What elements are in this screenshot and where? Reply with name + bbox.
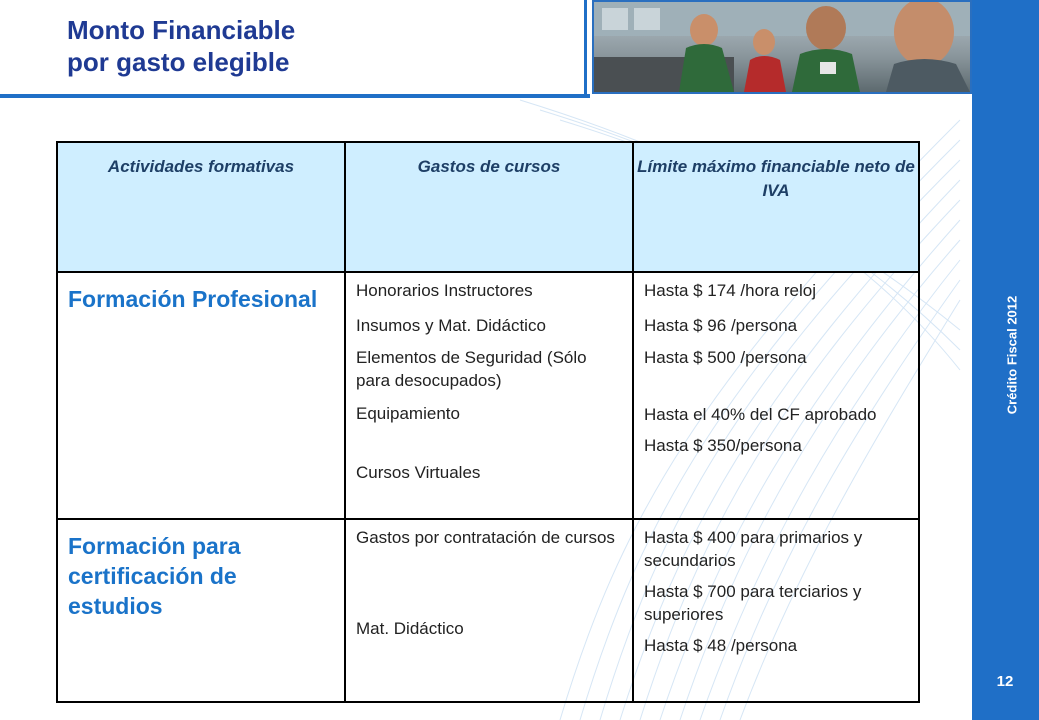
limits-cell [633, 272, 919, 519]
page-number: 12 [996, 673, 1014, 690]
category-cell: Formación para certificación de estudios [57, 519, 345, 702]
table-header-row [57, 142, 919, 272]
table-row [57, 272, 919, 519]
expense-item: Elementos de Seguridad (Sólo para desocupados) [356, 348, 587, 390]
expense-item: Gastos por contratación de cursos [356, 528, 615, 547]
limit-item: Hasta $ 174 /hora reloj [644, 281, 816, 300]
slide-title-line-1: Monto Financiable [67, 15, 296, 45]
title-divider [584, 0, 587, 96]
expense-item: Equipamiento [356, 404, 460, 423]
expenses-cell [345, 272, 633, 519]
expense-item: Mat. Didáctico [356, 619, 464, 638]
expense-item: Honorarios Instructores [356, 281, 533, 300]
limits-cell [633, 519, 919, 702]
header-limit: Límite máximo financiable neto de IVA [633, 142, 919, 272]
limit-item: Hasta $ 96 /persona [644, 316, 798, 335]
limit-item: Hasta $ 48 /persona [644, 636, 798, 655]
expenses-cell [345, 519, 633, 702]
header-activities: Actividades formativas [57, 142, 345, 272]
expense-item: Cursos Virtuales [356, 463, 481, 482]
workers-photo [592, 0, 972, 94]
limit-item: Hasta $ 400 para primarios y secundarios [644, 528, 863, 570]
slide-title [67, 14, 295, 78]
limit-item: Hasta $ 350/persona [644, 436, 802, 455]
limit-item: Hasta $ 700 para terciarios y superiores [644, 582, 862, 624]
slide-title-line-2: por gasto elegible [67, 47, 290, 77]
title-underline [0, 94, 590, 98]
expense-item: Insumos y Mat. Didáctico [356, 316, 546, 335]
header-expenses: Gastos de cursos [345, 142, 633, 272]
table-row [57, 519, 919, 702]
limit-item: Hasta $ 500 /persona [644, 348, 807, 367]
side-label: Crédito Fiscal 2012 [1004, 295, 1020, 415]
category-cell: Formación Profesional [57, 272, 345, 519]
financing-table [56, 141, 920, 703]
limit-item: Hasta el 40% del CF aprobado [644, 405, 877, 424]
